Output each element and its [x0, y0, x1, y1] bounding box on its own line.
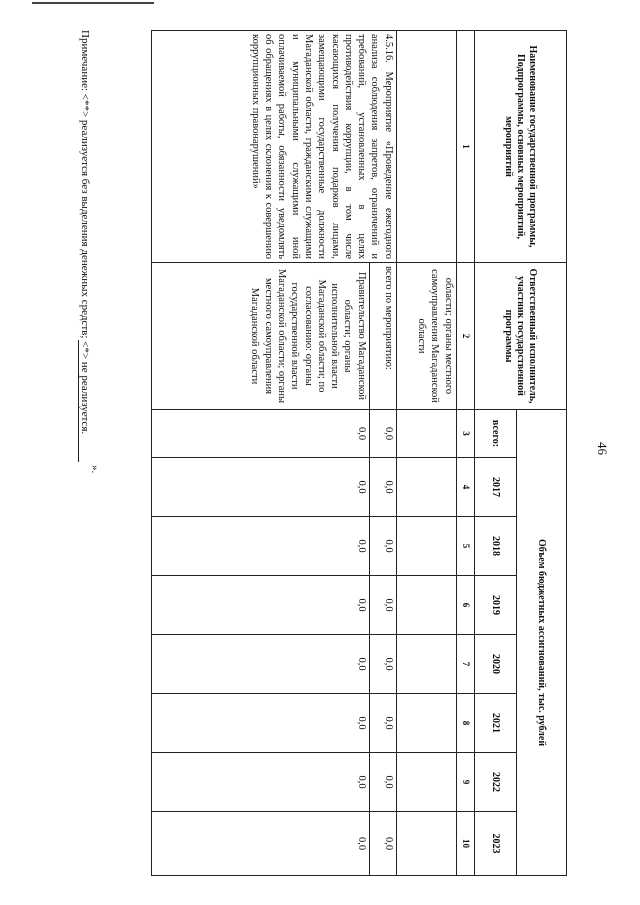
header-total: всего:	[475, 410, 517, 458]
measure-executors: Правительство Магаданской области; органы исполнительной власти Магаданской области; по согласованию: органы государственной власти Магаданской области; органы местного самоуправления Магаданской области	[151, 263, 369, 410]
continuation-responsible: области; органы местного самоуправления Магаданской области	[396, 263, 456, 410]
executor-value: 0,0	[151, 458, 369, 517]
header-year: 2018	[475, 517, 517, 576]
column-number: 2	[456, 263, 474, 410]
header-volume: Объем бюджетных ассигнований, тыс. рублей	[517, 410, 567, 876]
header-year: 2017	[475, 458, 517, 517]
executor-value: 0,0	[151, 410, 369, 458]
total-value: 0,0	[369, 576, 396, 635]
executor-value: 0,0	[151, 753, 369, 812]
header-responsible: Ответственный исполнитель, участник государственной программы	[475, 263, 567, 410]
total-value: 0,0	[369, 635, 396, 694]
executor-value: 0,0	[151, 812, 369, 876]
continuation-row	[396, 31, 456, 876]
header-year: 2022	[475, 753, 517, 812]
column-number: 6	[456, 576, 474, 635]
total-value: 0,0	[369, 812, 396, 876]
column-number: 5	[456, 517, 474, 576]
column-number: 10	[456, 812, 474, 876]
executor-value: 0,0	[151, 576, 369, 635]
total-value: 0,0	[369, 694, 396, 753]
column-number: 8	[456, 694, 474, 753]
header-year: 2020	[475, 635, 517, 694]
budget-table	[151, 30, 567, 876]
column-number: 4	[456, 458, 474, 517]
column-number-row	[456, 31, 474, 876]
total-value: 0,0	[369, 753, 396, 812]
measure-total-row	[369, 31, 396, 876]
header-name: Наименование государственной программы, Подпрограммы, основных мероприятий, мероприятий	[475, 31, 567, 263]
header-year: 2021	[475, 694, 517, 753]
executor-value: 0,0	[151, 517, 369, 576]
header-year: 2023	[475, 812, 517, 876]
closing-rule	[78, 340, 79, 462]
executor-value: 0,0	[151, 635, 369, 694]
top-rule	[32, 2, 154, 4]
measure-name: 4.5.16. Мероприятие «Проведение ежегодного анализа соблюдения запретов, ограничений и требований, установленных в целях противодействия коррупции, в том числе касающихся получения подарков лицами, замещающими государственные должности Магаданской области, гражданскими служащими и муниципальными служащими иной оплачиваемой работы, обязанности уведомлять об обращениях в целях склонения к совершению коррупционных правонарушений»	[151, 31, 396, 263]
header-year: 2019	[475, 576, 517, 635]
column-number: 9	[456, 753, 474, 812]
measure-total-label: всего по мероприятию:	[369, 263, 396, 410]
column-number: 1	[456, 31, 474, 263]
page-number: 46	[595, 442, 610, 455]
rotated-page	[79, 30, 610, 875]
column-number: 7	[456, 635, 474, 694]
total-value: 0,0	[369, 410, 396, 458]
column-number: 3	[456, 410, 474, 458]
total-value: 0,0	[369, 517, 396, 576]
footnote: Примечание: <**> реализуется без выделения денежных средств; <*> не реализуется.	[79, 30, 91, 435]
executor-value: 0,0	[151, 694, 369, 753]
total-value: 0,0	[369, 458, 396, 517]
closing-quote: ».	[89, 465, 101, 474]
